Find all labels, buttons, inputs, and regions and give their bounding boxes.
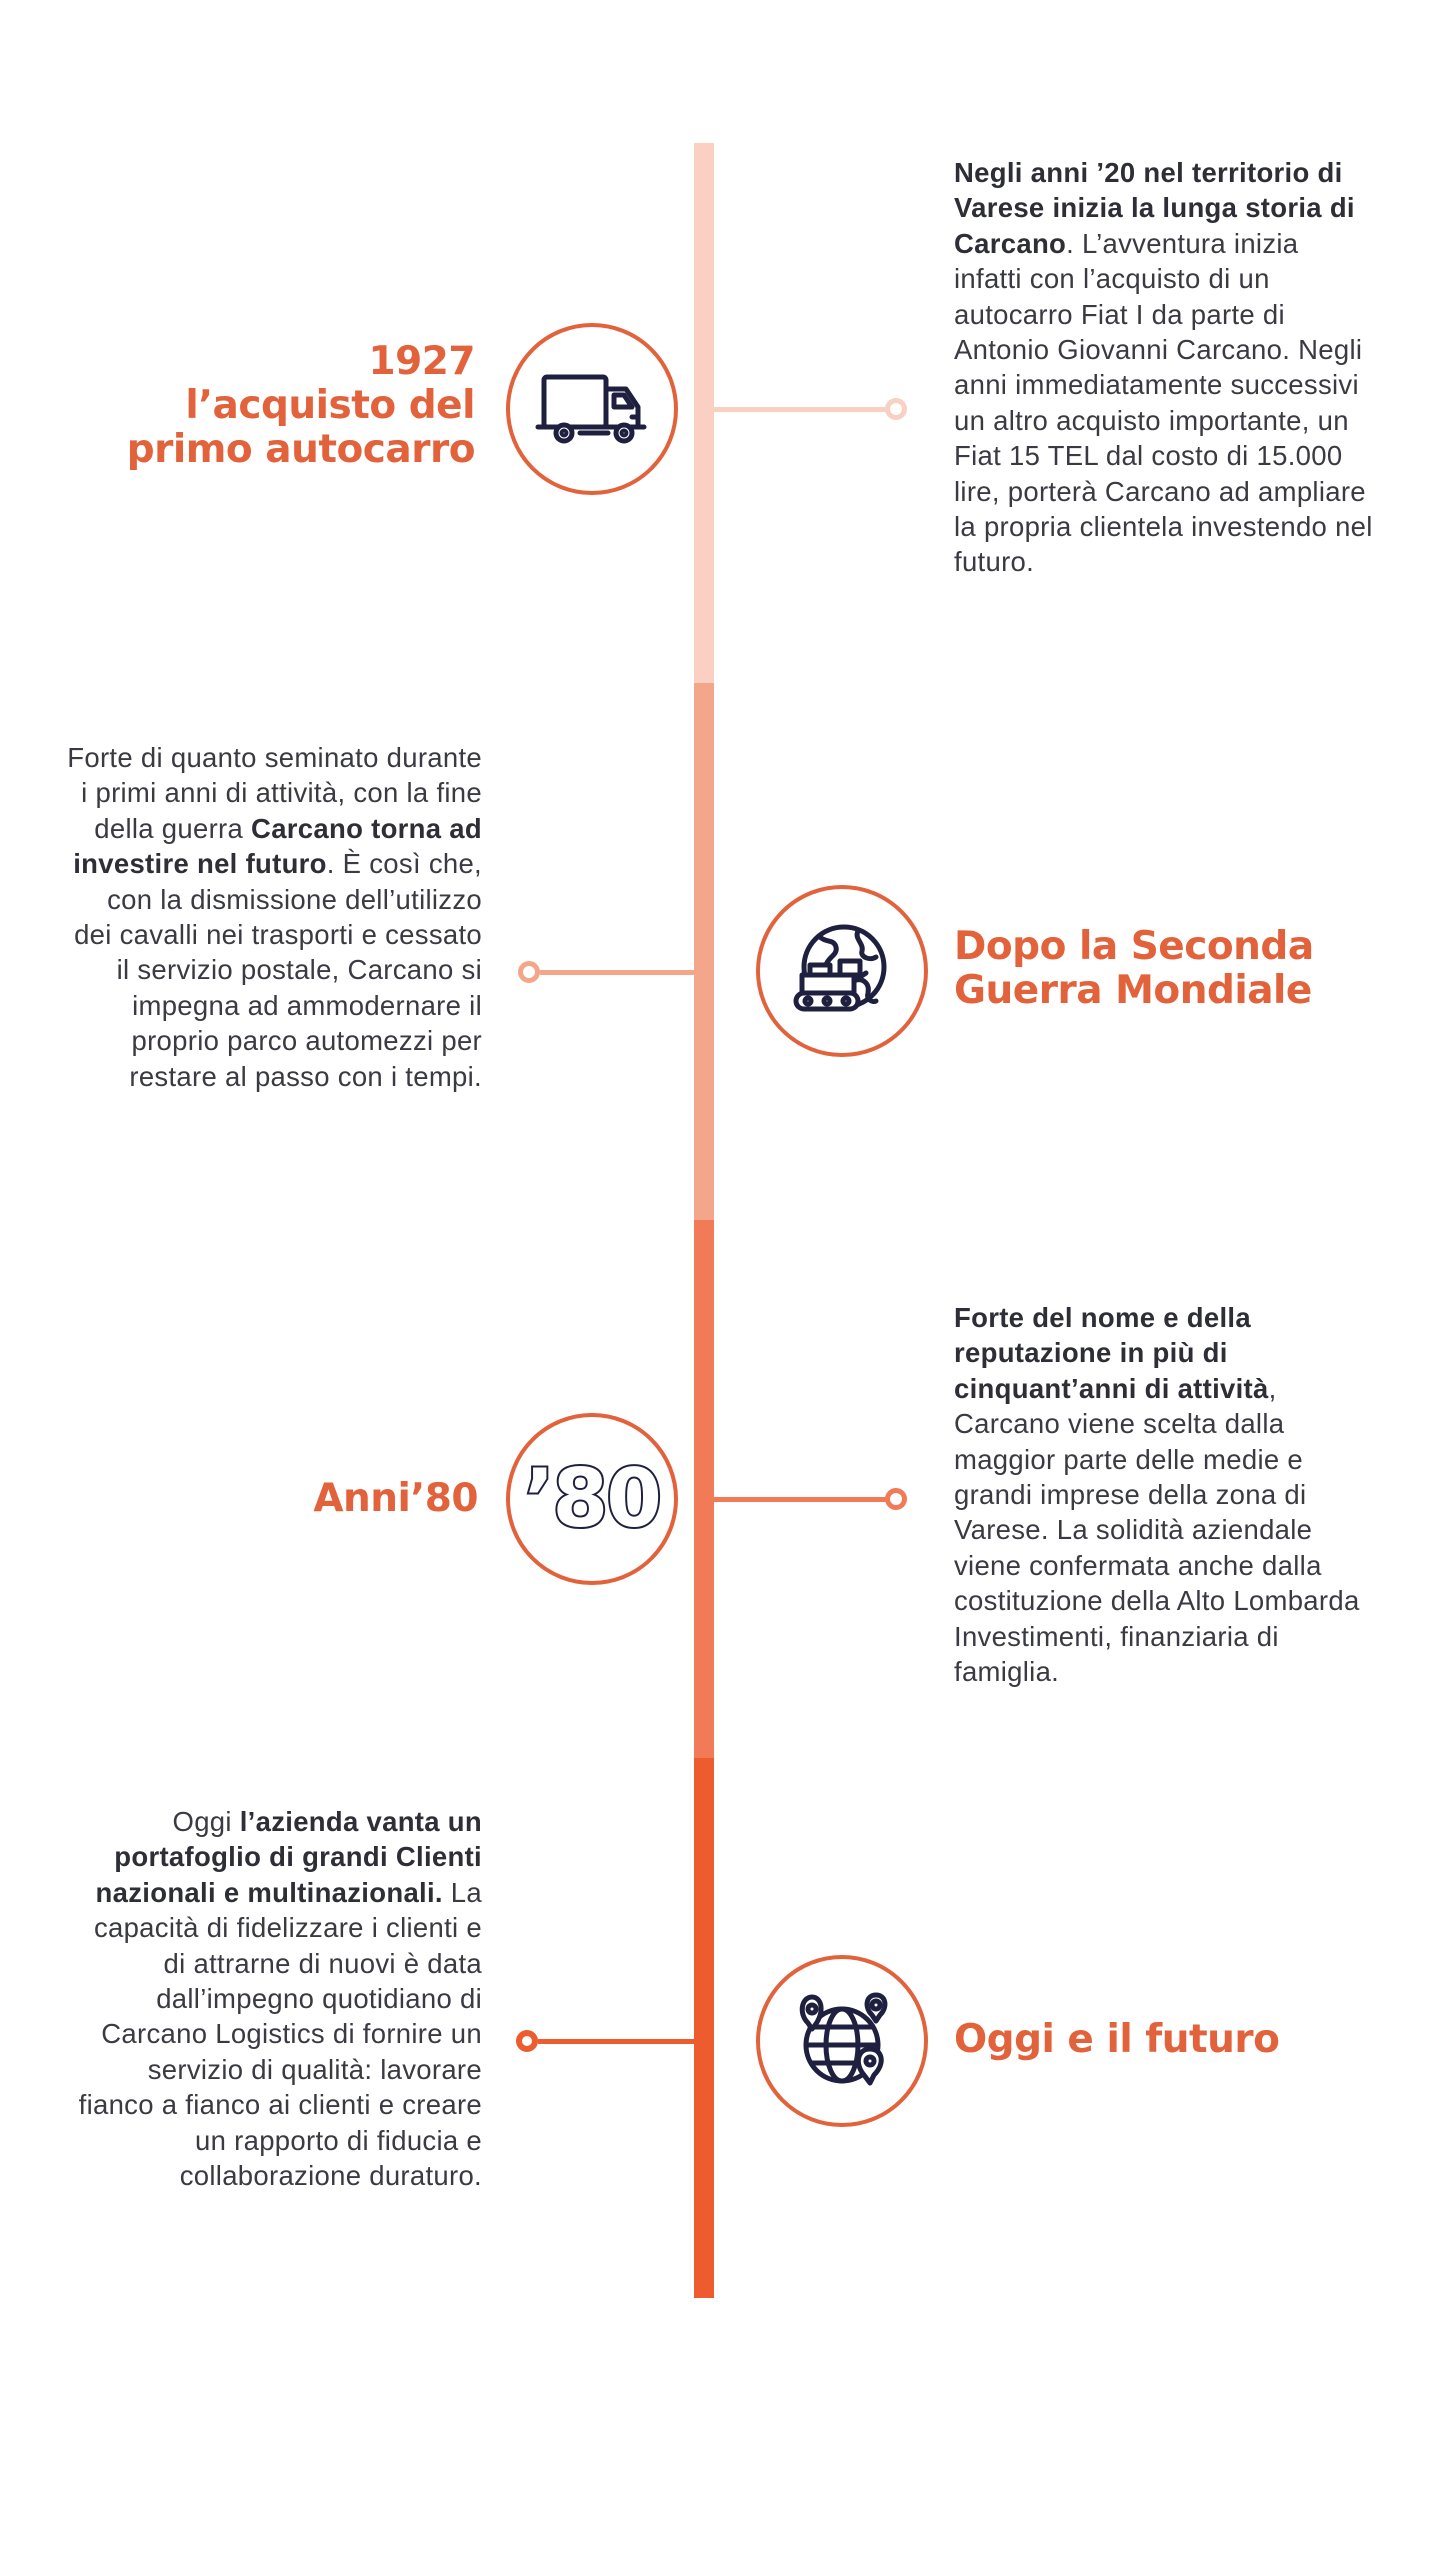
milestone-1-text-rest: . L’avventura inizia infatti con l’acquisto di un autocarro Fiat I da parte di Antonio Giovanni Carcano. Negli anni immediatamente successivi un altro acquisto importante, un Fiat 15 TEL dal costo di 15.000 lire, porterà Carcano ad ampliare la propria clientela investendo nel futuro. (954, 227, 1373, 578)
milestone-3-title (200, 1477, 478, 1521)
milestone-1-title (90, 340, 475, 472)
globe-pins-icon (780, 1979, 904, 2103)
milestone-4-text-plain: Oggi (172, 1806, 240, 1837)
milestone-2-text (66, 740, 482, 1094)
milestone-2-connector (540, 970, 694, 975)
timeline-segment-2 (694, 683, 714, 1220)
globe-tractor-icon (780, 909, 904, 1033)
timeline-segment-1 (694, 143, 714, 683)
milestone-1-text (954, 155, 1374, 580)
milestone-1-connector (714, 407, 896, 412)
milestone-3-dot (885, 1488, 907, 1510)
milestone-3-icon-circle (506, 1413, 678, 1585)
milestone-2-title-line2: Guerra Mondiale (954, 968, 1312, 1013)
milestone-1-title-line2: l’acquisto del (185, 383, 475, 428)
milestone-2-dot (518, 961, 540, 983)
milestone-1-dot (885, 398, 907, 420)
milestone-4-icon-circle (756, 1955, 928, 2127)
milestone-3-text (954, 1300, 1374, 1689)
truck-icon (530, 347, 654, 471)
milestone-2-title (954, 925, 1374, 1013)
eighty-icon: ’80 (524, 1452, 660, 1545)
milestone-3-connector (714, 1497, 896, 1502)
milestone-2-text-rest: . È così che, con la dismissione dell’utilizzo dei cavalli nei trasporti e cessato il servizio postale, Carcano si impegna ad ammodernare il proprio parco automezzi per restare al passo con i tempi. (74, 848, 482, 1092)
milestone-1-icon-circle (506, 323, 678, 495)
timeline-segment-3 (694, 1220, 714, 1758)
timeline-segment-4 (694, 1758, 714, 2298)
milestone-4-text-rest: La capacità di fidelizzare i clienti e di attrarne di nuovi è data dall’impegno quotidiano di Carcano Logistics di fornire un servizio di qualità: lavorare fianco a fianco ai clienti e creare un rapporto di fiducia e collaborazione duraturo. (78, 1876, 482, 2192)
milestone-3-text-rest: , Carcano viene scelta dalla maggior parte delle medie e grandi imprese della zona di Varese. La solidità aziendale viene confermata anche dalla costituzione della Alto Lombarda Investimenti, finanziaria di famiglia. (954, 1372, 1360, 1688)
milestone-2-title-line1: Dopo la Seconda (954, 924, 1314, 969)
milestone-4-text (78, 1804, 482, 2193)
milestone-1-title-line3: primo autocarro (126, 427, 475, 472)
milestone-2-icon-circle (756, 885, 928, 1057)
milestone-4-title-line1: Oggi e il futuro (954, 2017, 1280, 2062)
milestone-4-connector (538, 2039, 694, 2044)
milestone-4-title (954, 2018, 1374, 2062)
milestone-3-text-bold: Forte del nome e della reputazione in più di cinquant’anni di attività (954, 1302, 1269, 1404)
milestone-3-title-line1: Anni’80 (313, 1476, 478, 1521)
milestone-1-text-bold: Negli anni ’20 nel territorio di Varese inizia la lunga storia di Carcano (954, 157, 1355, 259)
milestone-1-year: 1927 (368, 339, 475, 384)
milestone-4-dot (516, 2030, 538, 2052)
milestone-4-text-bold: l’azienda vanta un portafoglio di grandi Clienti nazionali e multinazionali. (95, 1806, 482, 1908)
milestone-2-text-bold: Carcano torna ad investire nel futuro (73, 812, 482, 880)
milestone-2-text-plain: Forte di quanto seminato durante i primi anni di attività, con la fine della guerra (67, 742, 482, 844)
